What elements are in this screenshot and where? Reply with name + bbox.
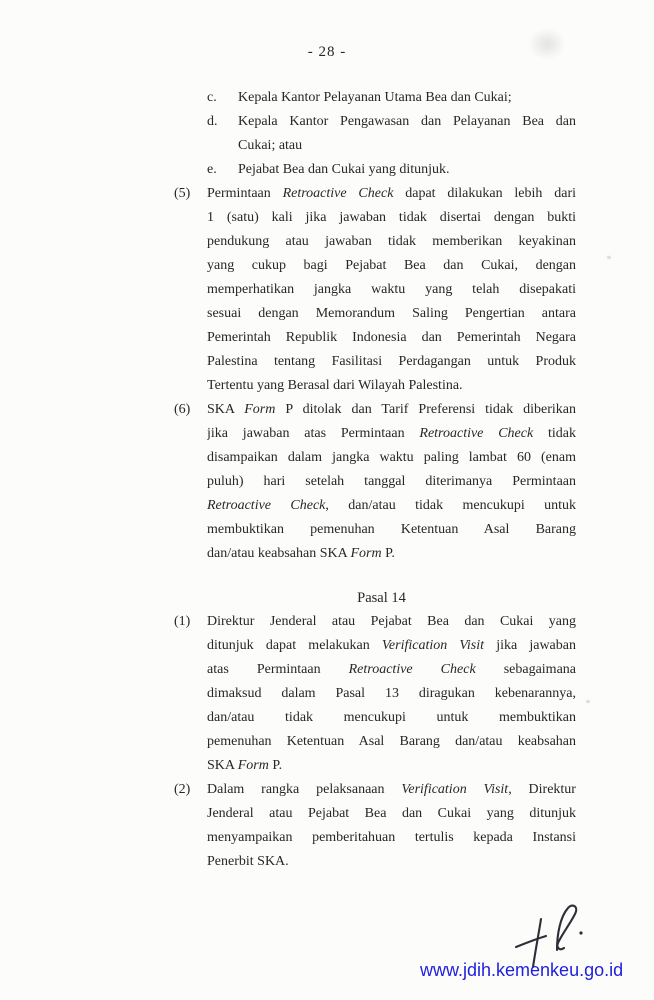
text-line: 1 (satu) kali jika jawaban tidak disertai dengan bukti bbox=[207, 210, 576, 225]
text-line: Jenderal atau Pejabat Bea dan Cukai yang ditunjuk bbox=[207, 806, 576, 821]
clause-item-c bbox=[0, 86, 654, 110]
item-marker: (6) bbox=[174, 402, 191, 417]
item-marker: (2) bbox=[174, 782, 191, 797]
text-line: SKA Form P ditolak dan Tarif Preferensi tidak diberikan bbox=[207, 402, 576, 417]
item-marker: d. bbox=[207, 114, 218, 129]
text-line: Palestina tentang Fasilitasi Perdagangan untuk Produk bbox=[207, 354, 576, 369]
jdih-watermark-url: www.jdih.kemenkeu.go.id bbox=[420, 960, 624, 980]
clause-item-1 bbox=[0, 610, 654, 778]
text-line: Pemerintah Republik Indonesia dan Pemerintah Negara bbox=[207, 330, 576, 345]
text-line: SKA Form P. bbox=[207, 758, 283, 773]
text-line: atas Permintaan Retroactive Check sebagaimana bbox=[207, 662, 576, 677]
text-line: Permintaan Retroactive Check dapat dilakukan lebih dari bbox=[207, 186, 576, 201]
text-line: pemenuhan Ketentuan Asal Barang dan/atau keabsahan bbox=[207, 734, 576, 749]
document-body bbox=[0, 86, 654, 874]
text-line: pendukung atau jawaban tidak memberikan keyakinan bbox=[207, 234, 576, 249]
page-number: - 28 - bbox=[307, 44, 347, 60]
item-marker: (1) bbox=[174, 614, 191, 629]
text-line: dan/atau tidak mencukupi untuk membuktikan bbox=[207, 710, 576, 725]
text-line: Cukai; atau bbox=[238, 138, 303, 153]
pen-strokes bbox=[516, 906, 583, 967]
clause-item-5 bbox=[0, 182, 654, 398]
text-line: sesuai dengan Memorandum Saling Pengertian antara bbox=[207, 306, 576, 321]
text-line: ditunjuk dapat melakukan Verification Visit jika jawaban bbox=[207, 638, 576, 653]
item-marker: e. bbox=[207, 162, 217, 177]
item-marker: c. bbox=[207, 90, 217, 105]
text-line: membuktikan pemenuhan Ketentuan Asal Barang bbox=[207, 522, 576, 537]
clause-item-d bbox=[0, 110, 654, 158]
text-line: yang cukup bagi Pejabat Bea dan Cukai, dengan bbox=[207, 258, 576, 273]
text-line: Direktur Jenderal atau Pejabat Bea dan Cukai yang bbox=[207, 614, 576, 629]
clause-item-6 bbox=[0, 398, 654, 566]
text-line: disampaikan dalam jangka waktu paling lambat 60 (enam bbox=[207, 450, 576, 465]
text-line: Pejabat Bea dan Cukai yang ditunjuk. bbox=[238, 162, 450, 177]
text-line: Kepala Kantor Pengawasan dan Pelayanan Bea dan bbox=[238, 114, 576, 129]
clause-item-e bbox=[0, 158, 654, 182]
item-marker: (5) bbox=[174, 186, 191, 201]
text-line: jika jawaban atas Permintaan Retroactive Check tidak bbox=[207, 426, 576, 441]
text-line: dimaksud dalam Pasal 13 diragukan kebenarannya, bbox=[207, 686, 576, 701]
text-line: puluh) hari setelah tanggal diterimanya Permintaan bbox=[207, 474, 576, 489]
text-line: Retroactive Check, dan/atau tidak mencukupi untuk bbox=[207, 498, 576, 513]
text-line: memperhatikan jangka waktu yang telah disepakati bbox=[207, 282, 576, 297]
text-line: Tertentu yang Berasal dari Wilayah Palestina. bbox=[207, 378, 463, 393]
text-line: Kepala Kantor Pelayanan Utama Bea dan Cukai; bbox=[238, 90, 512, 105]
text-line: menyampaikan pemberitahuan tertulis kepada Instansi bbox=[207, 830, 576, 845]
text-line: dan/atau keabsahan SKA Form P. bbox=[207, 546, 395, 561]
clause-item-2 bbox=[0, 778, 654, 874]
text-line: Dalam rangka pelaksanaan Verification Visit, Direktur bbox=[207, 782, 576, 797]
text-line: Penerbit SKA. bbox=[207, 854, 289, 869]
section-heading: Pasal 14 bbox=[357, 590, 406, 606]
